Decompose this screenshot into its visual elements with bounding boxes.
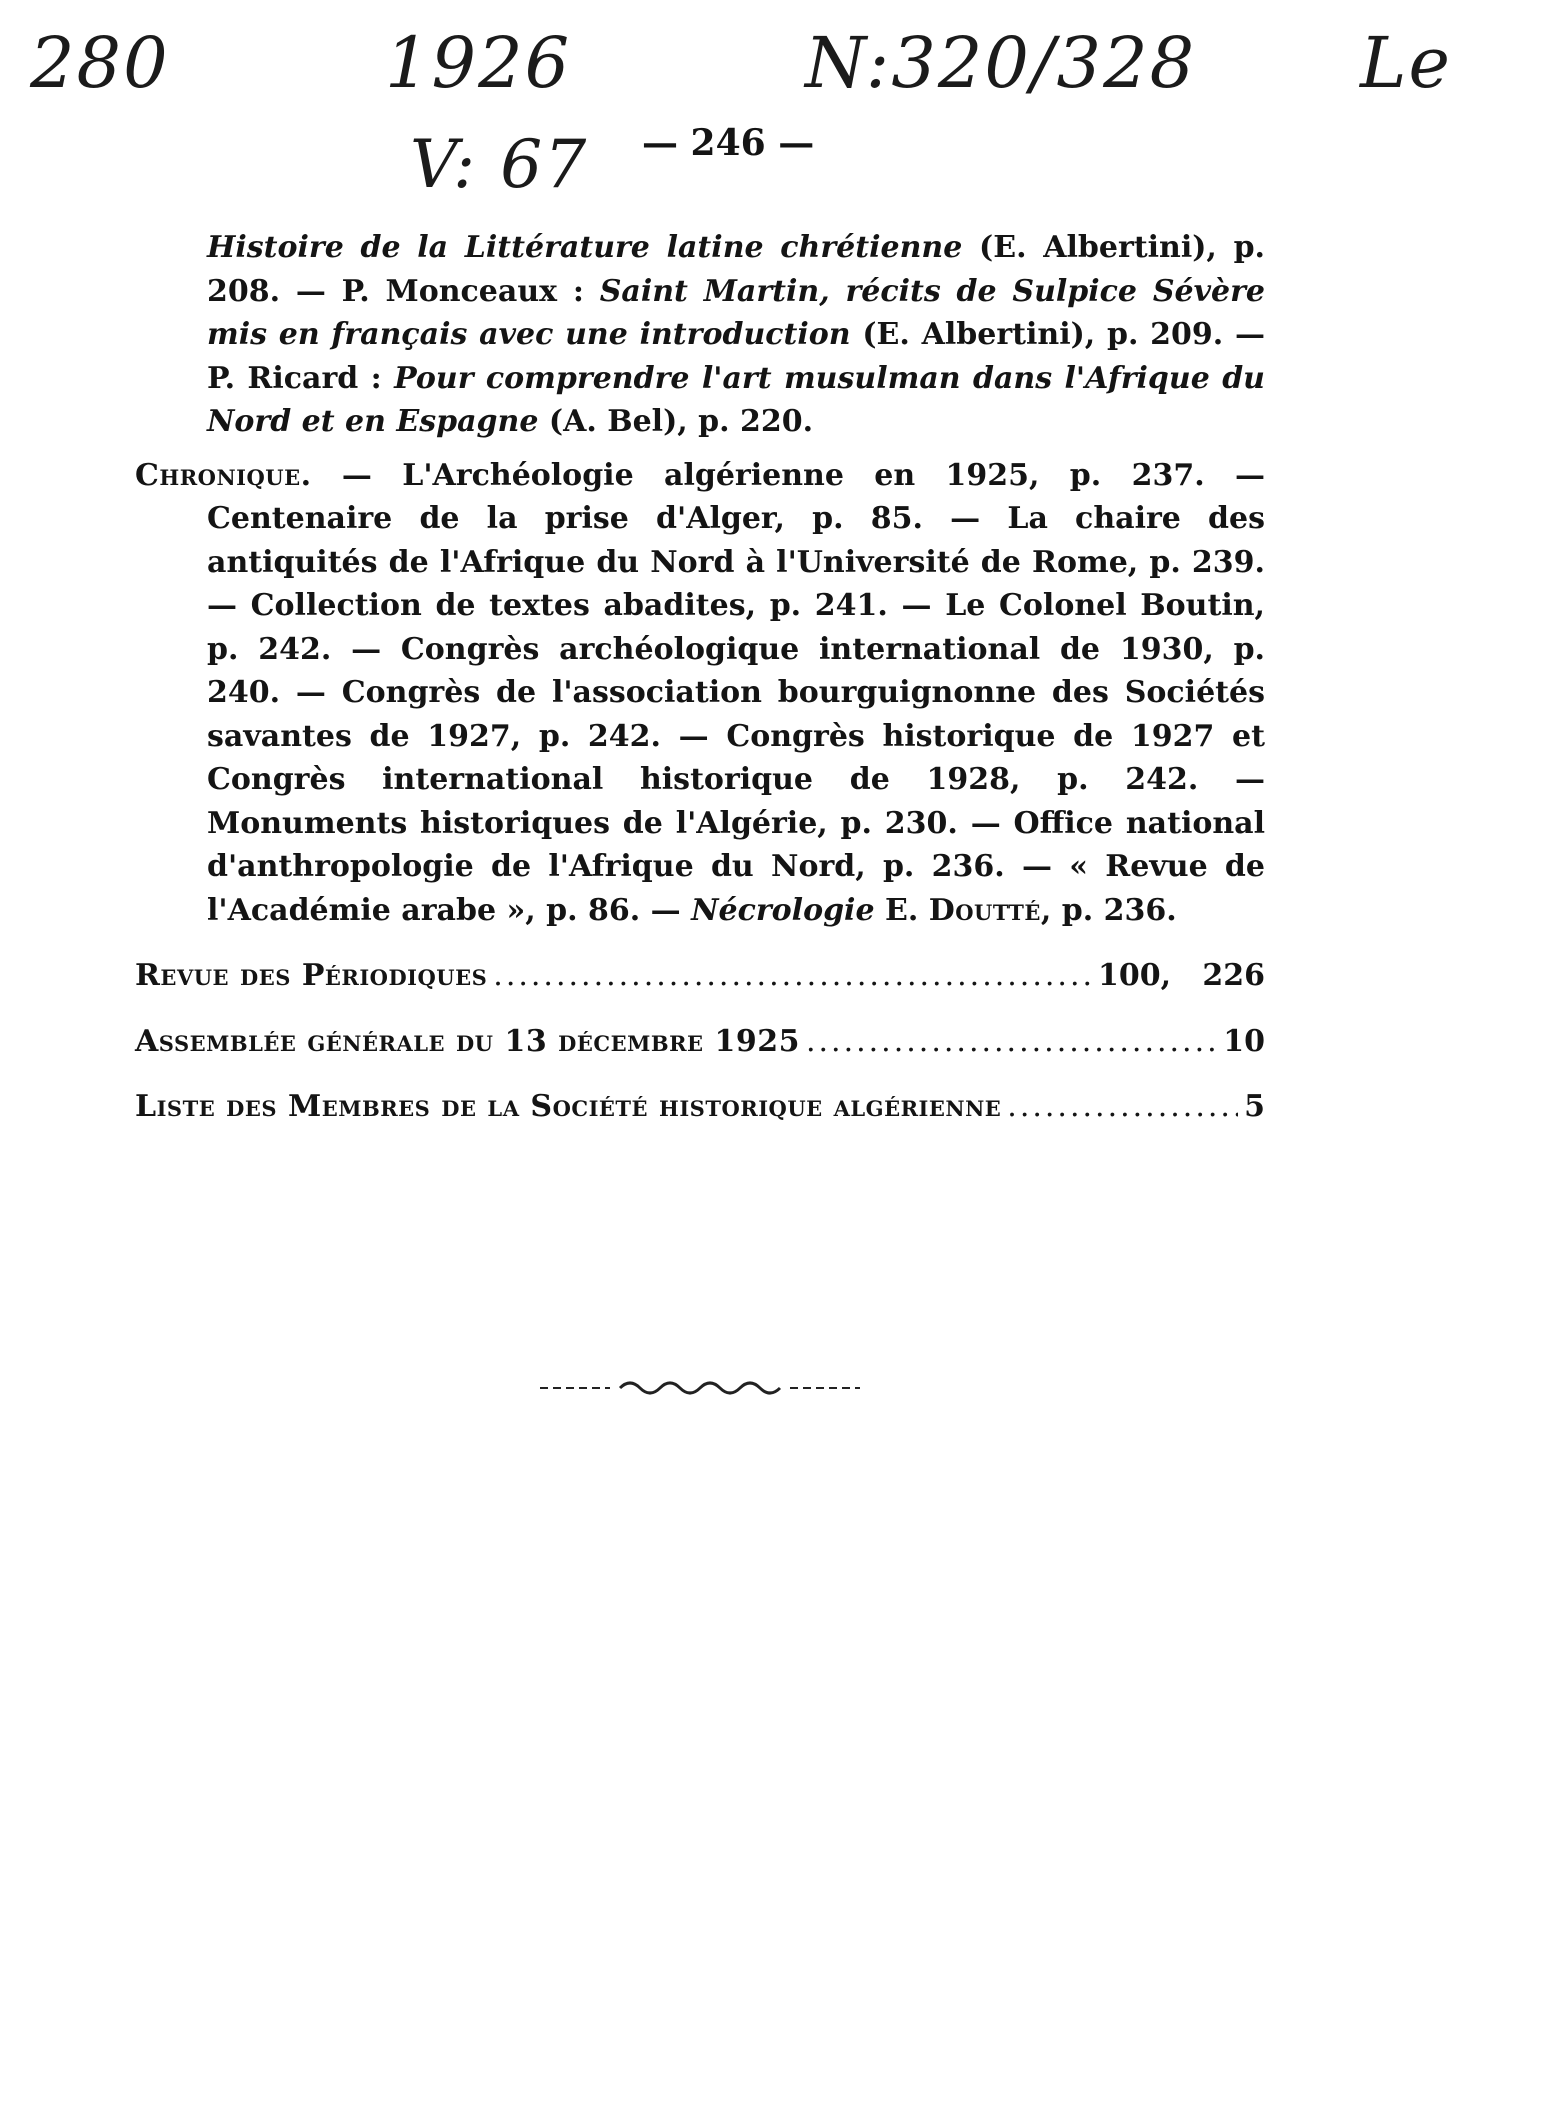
reviews-continuation	[135, 226, 1265, 444]
handwritten-annotation-volume: V: 67	[410, 126, 589, 203]
handwritten-annotation-le: Le	[1360, 22, 1452, 104]
handwritten-annotation-year: 1926	[385, 22, 572, 104]
toc-row-liste-membres	[135, 1085, 1265, 1129]
handwritten-annotation-number: N:320/328	[805, 22, 1197, 104]
review-title: Saint Martin, récits de Sulpice Sévère mis en français avec une introduction	[207, 273, 1265, 352]
chronique-text: — L'Archéologie algérienne en 1925, p. 237. — Centenaire de la prise d'Alger, p. 85. — La chaire des antiquités de l'Afrique du Nord à l'Université de Rome, p. 239. — Collection de textes abadites, p. 241. — Le Colonel Boutin, p. 242. — Congrès archéologique international de 1930, p. 240. — Congrès de l'association bourguignonne des Sociétés savantes de 1927, p. 242. — Congrès historique de 1927 et Congrès international historique de 1928, p. 242. — Monuments historiques de l'Algérie, p. 230. — Office national d'anthropologie de l'Afrique du Nord, p. 236. — « Revue de l'Académie arabe », p. 86. —	[207, 457, 1265, 928]
page-content	[135, 226, 1265, 1129]
necrologie-label: Nécrologie	[691, 892, 875, 928]
toc-leader-dots	[806, 1020, 1217, 1064]
necrologie-page: , p. 236.	[1040, 892, 1177, 928]
toc-pages: 5	[1244, 1089, 1265, 1124]
necrologie-name: Doutté	[928, 892, 1041, 928]
handwritten-annotation-280: 280	[30, 22, 170, 104]
review-author: P. Ricard :	[207, 360, 395, 396]
toc-leader-dots	[1007, 1085, 1238, 1129]
toc-label: Liste des Membres de la Société historique algérienne	[135, 1089, 1002, 1124]
review-reviewer: (E. Albertini), p. 208. —	[207, 230, 1265, 309]
toc-label: Assemblée générale du 13 décembre 1925	[135, 1023, 800, 1059]
necrologie-text: E.	[874, 892, 929, 928]
review-reviewer: (A. Bel), p. 220.	[538, 404, 814, 439]
page-number: — 246 —	[642, 122, 815, 164]
toc-pages: 100, 226	[1097, 958, 1265, 993]
toc-leader-dots	[493, 954, 1092, 998]
chronique-heading: Chronique.	[135, 457, 312, 493]
toc-row-periodiques	[135, 954, 1265, 998]
end-ornament	[540, 1372, 860, 1402]
review-title: Histoire de la Littérature latine chrétienne	[207, 230, 963, 265]
review-title: Pour comprendre l'art musulman dans l'Afrique du Nord et en Espagne	[207, 360, 1265, 439]
toc-label: Revue des Périodiques	[135, 958, 488, 993]
review-reviewer: (E. Albertini), p. 209. —	[850, 317, 1265, 352]
chronique-entry	[135, 454, 1265, 933]
toc-row-assemblee	[135, 1020, 1265, 1064]
toc-pages: 10	[1223, 1023, 1265, 1059]
review-author: P. Monceaux :	[341, 273, 600, 309]
